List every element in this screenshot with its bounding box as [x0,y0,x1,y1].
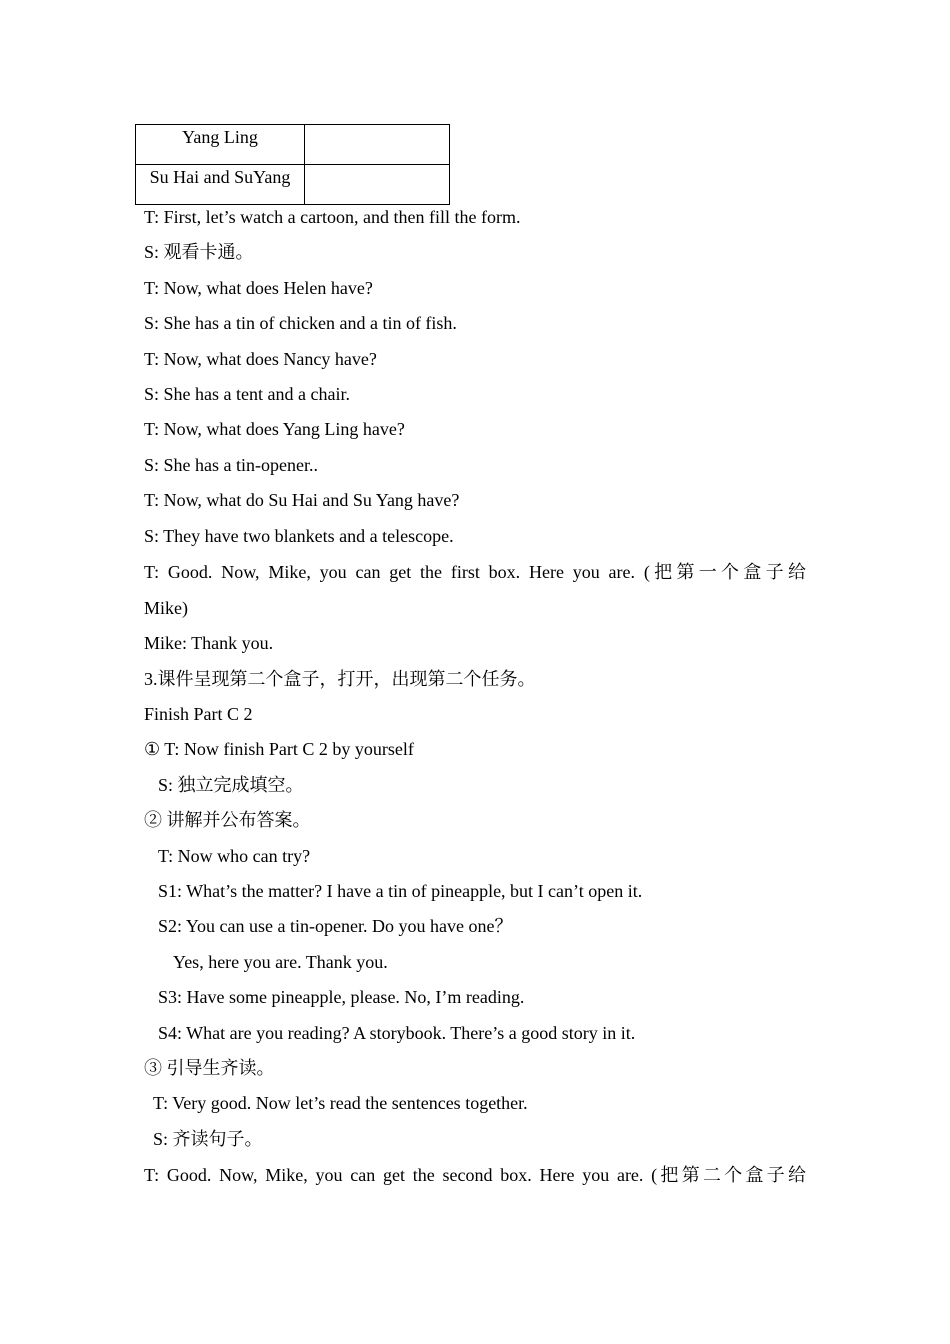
dialogue-line: Mike: Thank you. [144,633,274,654]
dialogue-line: T: Now who can try? [158,845,311,866]
dialogue-line: T: Now, what does Nancy have? [144,348,377,369]
dialogue-line: S1: What’s the matter? I have a tin of pineapple, but I can’t open it. [158,881,643,902]
dialogue-line: S: She has a tent and a chair. [144,383,350,404]
dialogue-line: T: First, let’s watch a cartoon, and then fill the form. [144,207,521,227]
table-cell-name: Su Hai and SuYang [136,165,305,205]
table-row [136,165,450,205]
dialogue-line: S: 齐读句子。 [153,1128,263,1149]
dialogue-line: ① T: Now finish Part C 2 by yourself [144,739,414,760]
dialogue-line: S: 独立完成填空。 [158,774,304,795]
dialogue-line: S: She has a tin of chicken and a tin of fish. [144,313,457,334]
table-row [136,125,450,165]
step-heading: 3.课件呈现第二个盒子，打开，出现第二个任务。 [144,668,536,689]
dialogue-line: T: Good. Now, Mike, you can get the second box. Here you are. (把第二个盒子给 [144,1165,806,1186]
dialogue-line: S: She has a tin-opener.. [144,454,318,475]
dialogue-line: S4: What are you reading? A storybook. There’s a good story in it. [158,1022,636,1043]
table-cell-name: Yang Ling [136,125,305,165]
dialogue-line: T: Very good. Now let’s read the sentences together. [153,1093,528,1114]
dialogue-line: Mike) [144,597,188,618]
dialogue-line: S: 观看卡通。 [144,242,254,263]
dialogue-line: T: Now, what does Yang Ling have? [144,419,405,440]
dialogue-line: S2: You can use a tin-opener. Do you have one？ [158,916,513,937]
table-cell-blank [305,165,450,205]
dialogue-line: T: Now, what does Helen have? [144,277,373,298]
dialogue-line: T: Now, what do Su Hai and Su Yang have? [144,490,460,511]
dialogue-line: S: They have two blankets and a telescope. [144,525,454,546]
dialogue-line: S3: Have some pineapple, please. No, I’m reading. [158,987,525,1008]
dialogue-line: ③ 引导生齐读。 [144,1057,275,1078]
dialogue-line: T: Good. Now, Mike, you can get the first box. Here you are. (把第一个盒子给 [144,561,806,582]
dialogue-line: Finish Part C 2 [144,704,253,725]
table-cell-blank [305,125,450,165]
dialogue-line: Yes, here you are. Thank you. [173,951,388,972]
dialogue-line: ② 讲解并公布答案。 [144,810,311,831]
lesson-dialogue [144,200,806,1194]
answer-form-table [135,124,450,205]
